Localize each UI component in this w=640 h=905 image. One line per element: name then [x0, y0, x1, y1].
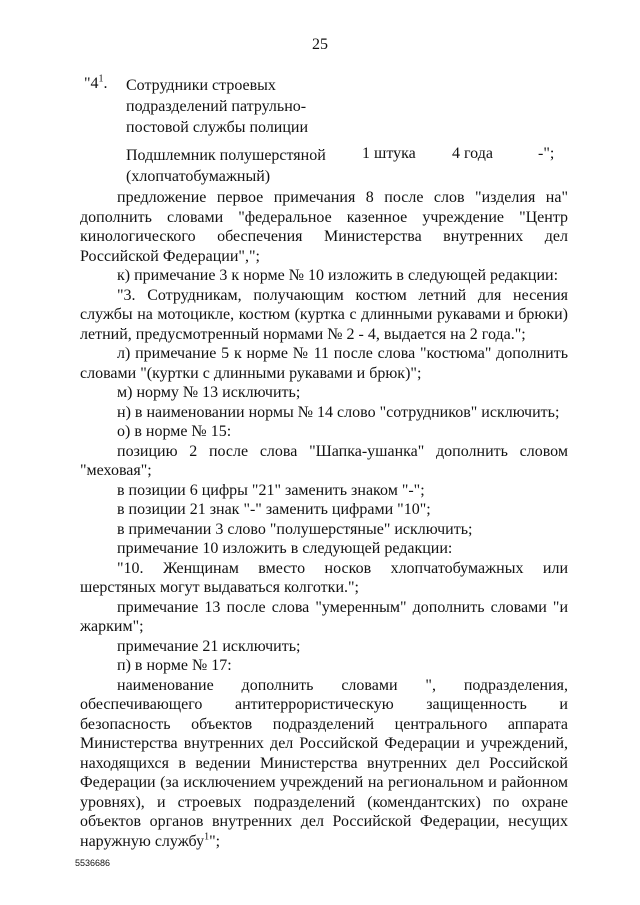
paragraph: м) норму № 13 исключить; [117, 384, 301, 401]
paragraph-last [80, 676, 568, 852]
entry-title-line: Сотрудники строевых [126, 77, 276, 94]
entry-title [126, 75, 308, 138]
paragraph-text: наименование дополнить словами ", подразделения, обеспечивающего антитеррористическую защищенность и безопасность объектов подразделений центрального аппарата Министерства внутренних дел Российской Федерации и учреждений, находящихся в ведении Министерства внутренних дел Российской Федерации (за исключением учреждений на региональном и районном уровнях), и строевых подразделений (комендантских) по охране объектов органов внутренних дел Российской Федерации, несущих наружную службу [80, 676, 568, 850]
item-term: 4 года [452, 145, 493, 162]
paragraph: к) примечание 3 к норме № 10 изложить в следующей редакции: [117, 267, 559, 284]
item-dash: -"; [538, 145, 555, 162]
item-name-line: Подшлемник полушерстяной [126, 147, 326, 164]
paragraph: позицию 2 после слова "Шапка-ушанка" дополнить словом "меховая"; [80, 442, 568, 479]
document-code: 5536686 [75, 858, 111, 868]
document-body [80, 188, 568, 851]
paragraph: л) примечание 5 к норме № 11 после слова "костюма" дополнить словами "(куртки с длинными рукавами и брюк)"; [80, 345, 568, 382]
paragraph: примечание 21 исключить; [117, 637, 301, 655]
paragraph: в позиции 6 цифры "21" заменить знаком "-"; [117, 481, 425, 499]
entry-title-line: подразделений патрульно- [126, 98, 307, 115]
page-number: 25 [312, 36, 328, 53]
item-name-line: (хлопчатобумажный) [126, 168, 271, 185]
paragraph: примечание 13 после слова "умеренным" дополнить словами "и жарким"; [80, 598, 568, 635]
paragraph: "10. Женщинам вместо носков хлопчатобумажных или шерстяных могут выдаваться колготки."; [80, 559, 568, 596]
paragraph: н) в наименовании нормы № 14 слово "сотрудников" исключить; [117, 403, 560, 421]
entry-number-suffix: . [103, 75, 108, 92]
entry-number-superscript: 1 [98, 73, 104, 85]
paragraph: предложение первое примечания 8 после слов "изделия на" дополнить словами "федеральное казенное учреждение "Центр кинологического обеспечения Министерства внутренних дел Российской Федерации","; [80, 189, 568, 265]
footnote-mark: 1 [204, 831, 210, 843]
paragraph: в примечании 3 слово "полушерстяные" исключить; [117, 520, 473, 538]
entry-number [84, 75, 108, 93]
entry-number-main: "4 [84, 75, 99, 92]
paragraph: в позиции 21 знак "-" заменить цифрами "10"; [117, 501, 431, 518]
paragraph: о) в норме № 15: [117, 423, 232, 440]
paragraph: "3. Сотрудникам, получающим костюм летний для несения службы на мотоцикле, костюм (куртка с длинными рукавами и брюки) летний, предусмотренный нормами № 2 - 4, выдается на 2 года."; [80, 286, 568, 343]
entry-title-line: постовой службы полиции [126, 119, 309, 136]
paragraph-end: "; [209, 832, 221, 850]
paragraph: примечание 10 изложить в следующей редакции: [117, 540, 453, 557]
item-name [126, 145, 326, 187]
item-quantity: 1 штука [362, 145, 416, 162]
paragraph: п) в норме № 17: [117, 657, 232, 674]
